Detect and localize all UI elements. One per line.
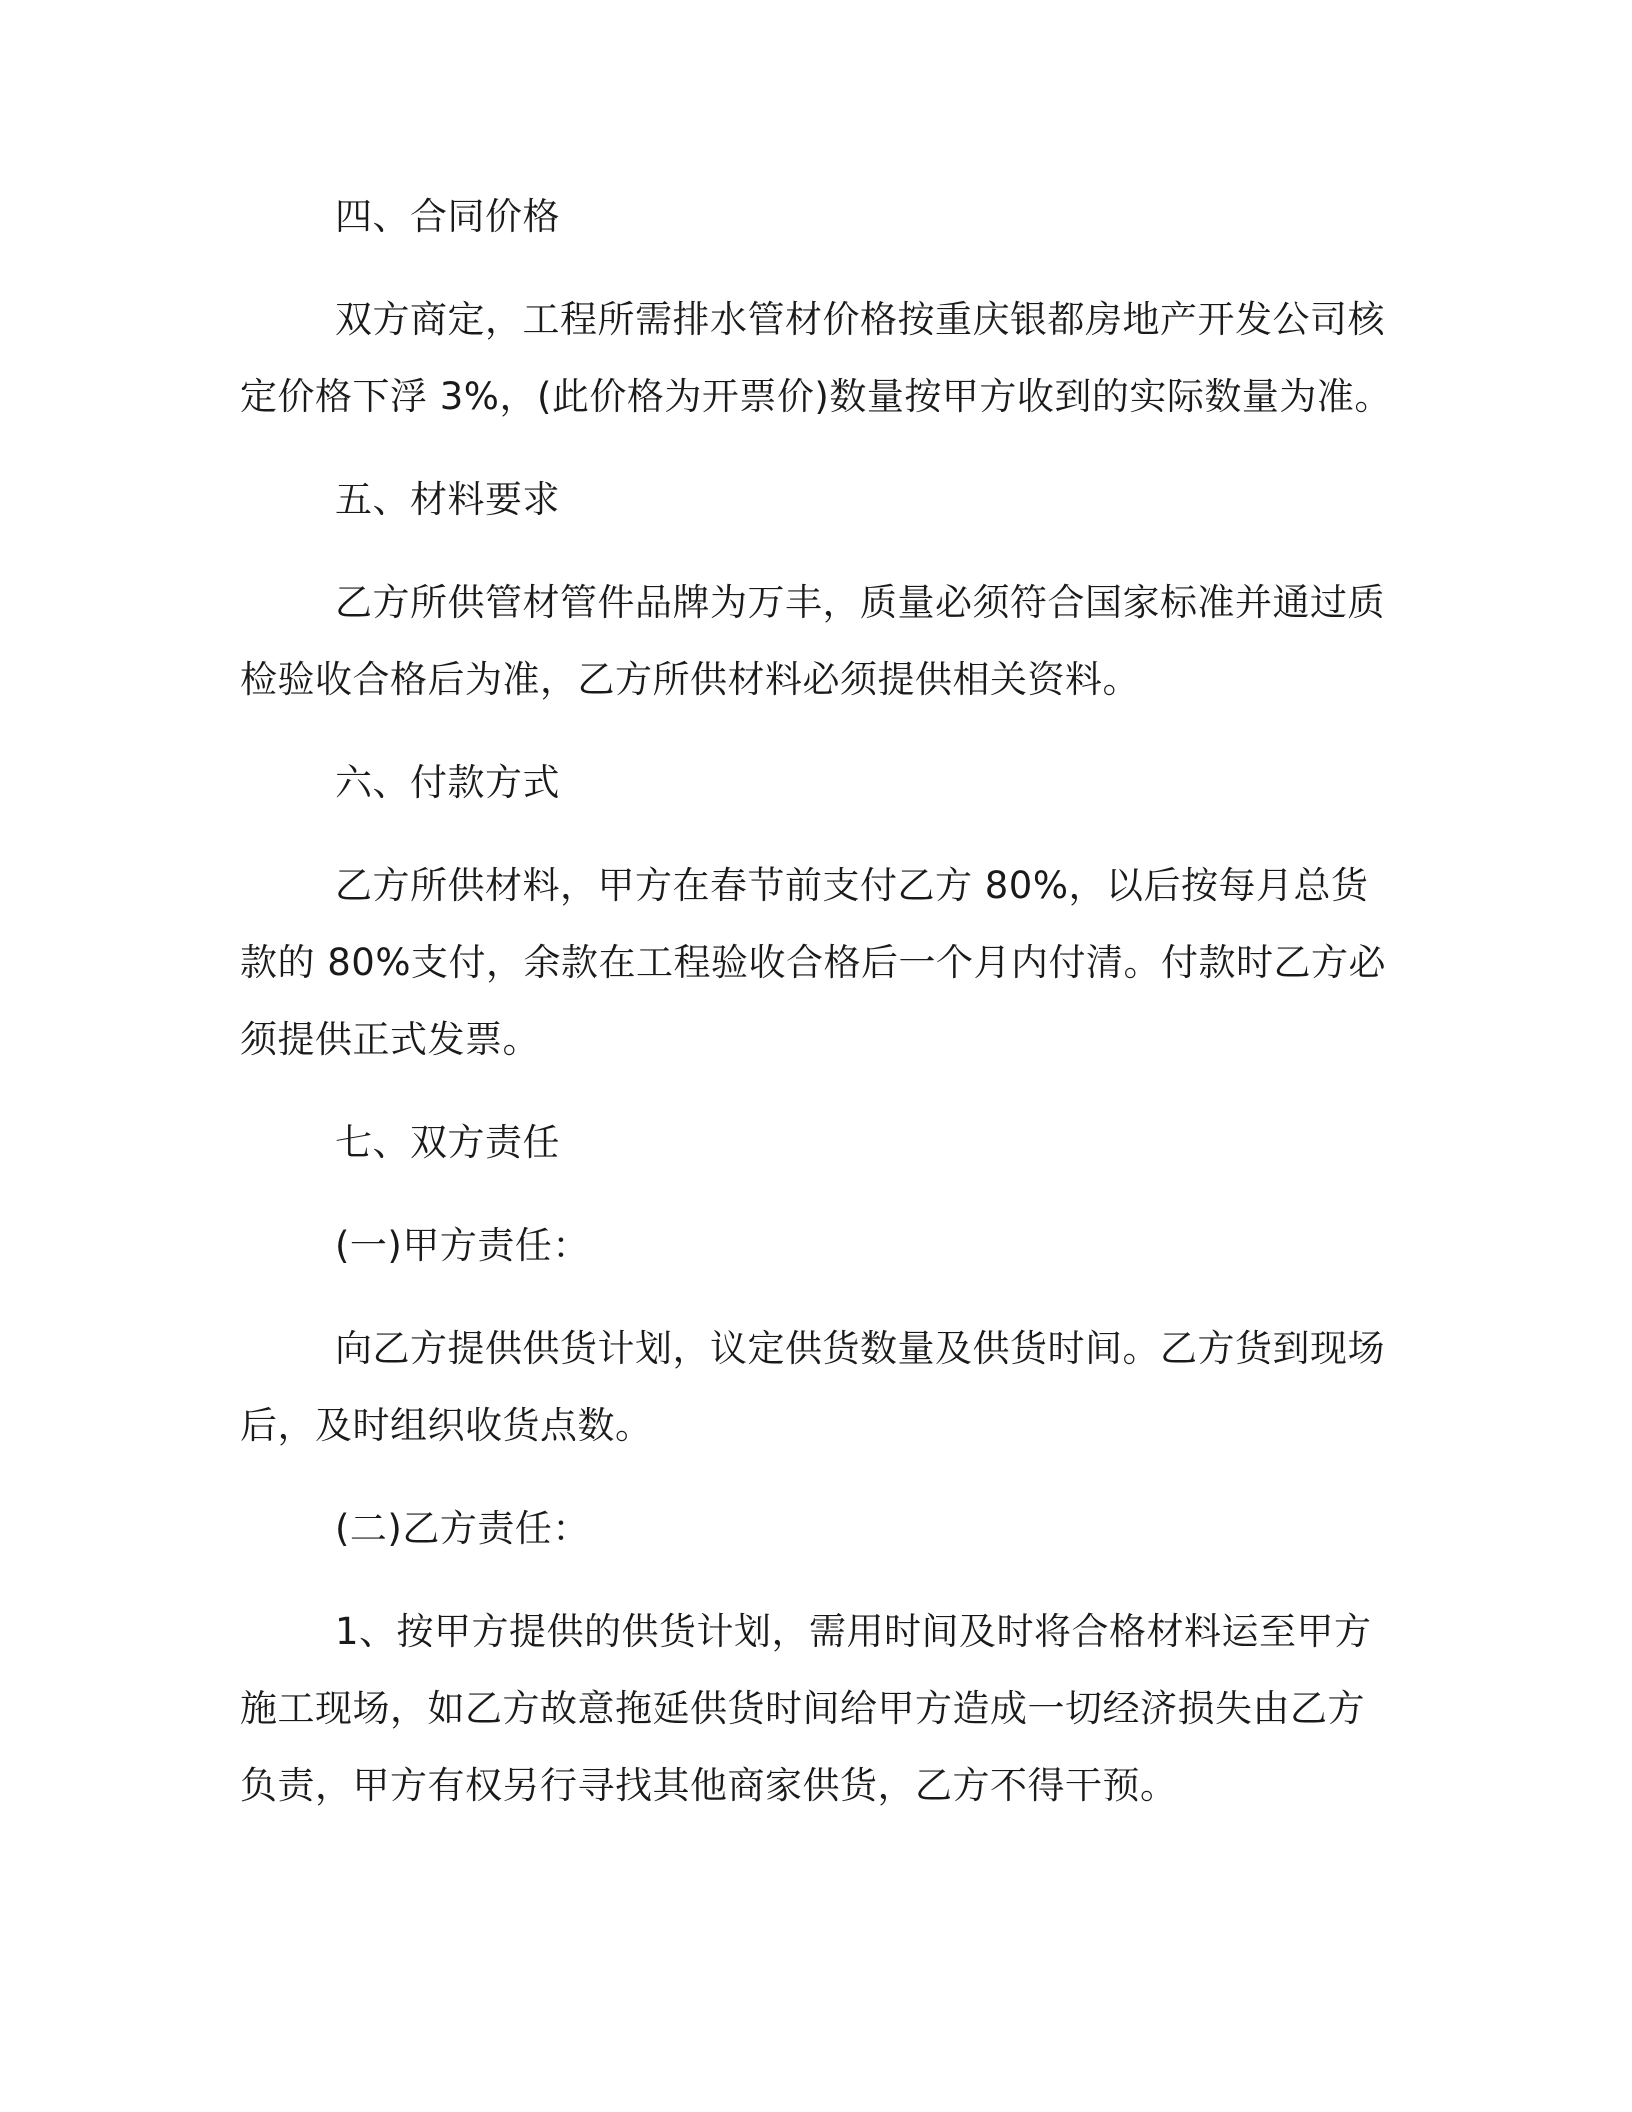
- paragraph-line: 款的 80%支付，余款在工程验收合格后一个月内付清。付款时乙方必: [240, 941, 1386, 984]
- paragraph-line: 后，及时组织收货点数。: [240, 1404, 653, 1447]
- paragraph-line: 向乙方提供供货计划，议定供货数量及供货时间。乙方货到现场: [335, 1327, 1385, 1370]
- paragraph-line: 定价格下浮 3%，(此价格为开票价)数量按甲方收到的实际数量为准。: [240, 375, 1392, 418]
- paragraph-line: 检验收合格后为准，乙方所供材料必须提供相关资料。: [240, 658, 1140, 701]
- subheading-party-a: (一)甲方责任：: [335, 1224, 590, 1267]
- section-heading-mutual-responsibilities: 七、双方责任: [335, 1121, 560, 1164]
- paragraph-line: 双方商定，工程所需排水管材价格按重庆银都房地产开发公司核: [335, 298, 1385, 341]
- paragraph-line: 须提供正式发票。: [240, 1018, 540, 1061]
- paragraph-line: 负责，甲方有权另行寻找其他商家供货，乙方不得干预。: [240, 1764, 1178, 1807]
- paragraph-line: 1、按甲方提供的供货计划，需用时间及时将合格材料运至甲方: [335, 1610, 1372, 1653]
- subheading-party-b: (二)乙方责任：: [335, 1507, 590, 1550]
- section-heading-contract-price: 四、合同价格: [335, 195, 560, 238]
- paragraph-line: 乙方所供材料，甲方在春节前支付乙方 80%，以后按每月总货: [335, 864, 1369, 907]
- paragraph-line: 施工现场，如乙方故意拖延供货时间给甲方造成一切经济损失由乙方: [240, 1687, 1365, 1730]
- section-heading-payment-method: 六、付款方式: [335, 761, 560, 804]
- paragraph-line: 乙方所供管材管件品牌为万丰，质量必须符合国家标准并通过质: [335, 581, 1385, 624]
- section-heading-material-requirements: 五、材料要求: [335, 478, 560, 521]
